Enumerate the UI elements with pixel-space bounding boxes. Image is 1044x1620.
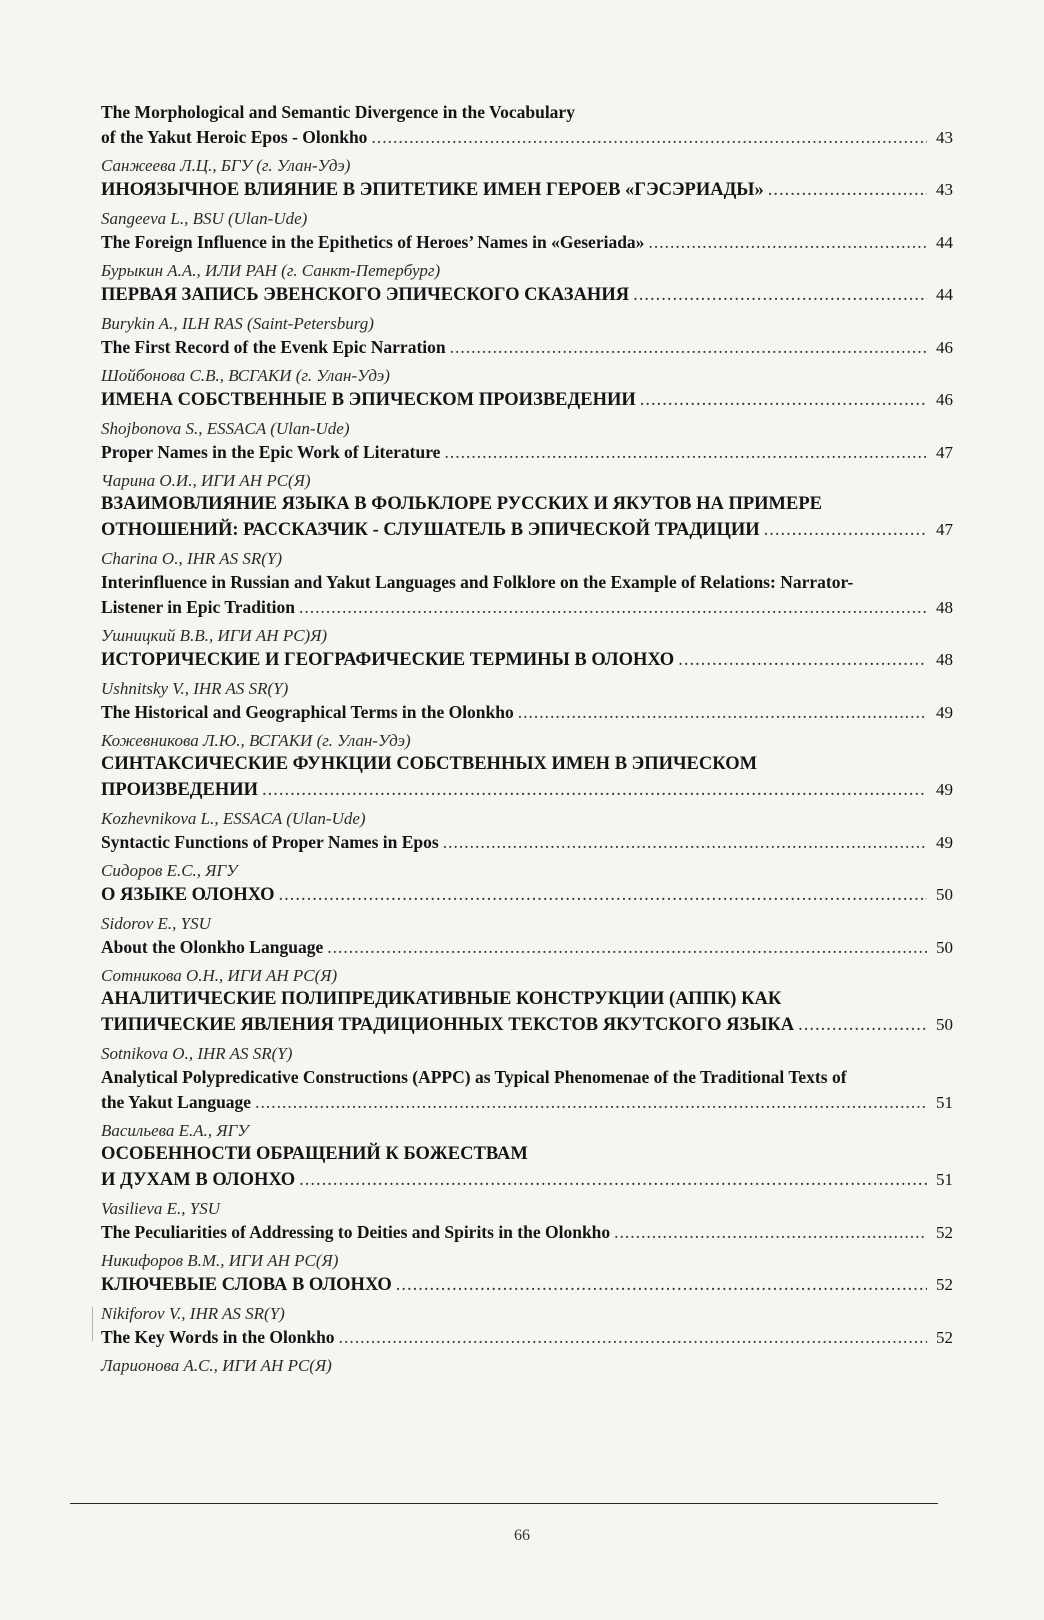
entry-author: Кожевникова Л.Ю., ВСГАКИ (г. Улан-Удэ) [101,731,411,750]
trailing-author: Ларионова А.С., ИГИ АН РС(Я) [101,1356,332,1375]
dot-leader [279,883,927,908]
scan-artifact-mark [92,1307,95,1341]
entry-page-number: 52 [936,1275,953,1294]
footer-rule [70,1503,938,1504]
entry-title-row [101,935,953,960]
dot-leader [396,1273,927,1298]
toc-entry [101,548,953,625]
entry-title-row [101,882,953,908]
dot-leader [640,388,927,413]
dot-leader [450,335,927,360]
entry-title-row [101,595,953,620]
entry-author: Ушницкий В.В., ИГИ АН РС)Я) [101,626,328,645]
entry-title: О ЯЗЫКЕ ОЛОНХО [101,885,275,905]
entry-page-number: 48 [936,650,953,669]
entry-title: Listener in Epic Tradition [101,597,295,617]
entry-author: Чарина О.И., ИГИ АН РС(Я) [101,471,311,490]
entry-title-row [101,282,953,308]
toc-entry [101,678,953,730]
dot-leader [798,1013,927,1038]
dot-leader [339,1325,927,1350]
entry-title: ИМЕНА СОБСТВЕННЫЕ В ЭПИЧЕСКОМ ПРОИЗВЕДЕНИИ [101,390,636,410]
entry-page-number: 49 [936,703,953,722]
entry-title-row [101,1220,953,1245]
entry-author: Nikiforov V., IHR AS SR(Y) [101,1304,285,1323]
dot-leader [327,935,927,960]
toc-entry [101,418,953,470]
entry-title-line: Analytical Polypredicative Constructions (APPC) as Typical Phenomenae of the Traditional Texts of [101,1067,847,1087]
toc-entry [101,260,953,313]
entry-title: Proper Names in the Epic Work of Literature [101,442,441,462]
entry-page-number: 52 [936,1223,953,1242]
entry-author: Сотникова О.Н., ИГИ АН РС(Я) [101,966,338,985]
entry-title: ТИПИЧЕСКИЕ ЯВЛЕНИЯ ТРАДИЦИОННЫХ ТЕКСТОВ ЯКУТСКОГО ЯЗЫКА [101,1015,795,1035]
toc-entry [101,1250,953,1303]
toc-entry [101,1043,953,1120]
entry-title-row [101,700,953,725]
entry-title-line: ОСОБЕННОСТИ ОБРАЩЕНИЙ К БОЖЕСТВАМ [101,1144,528,1164]
entry-title-row [101,125,953,150]
entry-author: Сидоров Е.С., ЯГУ [101,861,238,880]
entry-title: The Key Words in the Olonkho [101,1327,335,1347]
toc-entry [101,470,953,548]
toc-entry [101,1303,953,1355]
entry-page-number: 50 [936,1015,953,1034]
table-of-contents [101,100,953,1377]
entry-title: ПЕРВАЯ ЗАПИСЬ ЭВЕНСКОГО ЭПИЧЕСКОГО СКАЗАНИЯ [101,285,630,305]
entry-page-number: 46 [936,390,953,409]
dot-leader [262,778,927,803]
entry-author: Shojbonova S., ESSACA (Ulan-Ude) [101,419,350,438]
entry-title: of the Yakut Heroic Epos - Olonkho [101,127,368,147]
entry-author: Sidorov E., YSU [101,914,211,933]
toc-entry [101,208,953,260]
entry-author: Никифоров В.М., ИГИ АН РС(Я) [101,1251,339,1270]
entry-title-row [101,230,953,255]
toc-entry [101,730,953,808]
page-number: 66 [514,1527,530,1544]
entry-author: Charina O., IHR AS SR(Y) [101,549,283,568]
entry-page-number: 44 [936,233,953,252]
toc-entry [101,313,953,365]
entry-page-number: 43 [936,128,953,147]
entry-title-line: СИНТАКСИЧЕСКИЕ ФУНКЦИИ СОБСТВЕННЫХ ИМЕН В ЭПИЧЕСКОМ [101,754,758,774]
toc-entry [101,1120,953,1198]
entry-title-row [101,647,953,673]
entry-author: Шойбонова С.В., ВСГАКИ (г. Улан-Удэ) [101,366,390,385]
entry-title-line: ВЗАИМОВЛИЯНИЕ ЯЗЫКА В ФОЛЬКЛОРЕ РУССКИХ И ЯКУТОВ НА ПРИМЕРЕ [101,494,822,514]
entry-page-number: 47 [936,443,953,462]
entry-title-row [101,1090,953,1115]
dot-leader [444,440,927,465]
entry-title-row [101,387,953,413]
entry-page-number: 49 [936,780,953,799]
toc-entry [101,1198,953,1250]
entry-title-row [101,177,953,203]
entry-title-row [101,830,953,855]
entry-title: The Historical and Geographical Terms in the Olonkho [101,702,514,722]
entry-title-row [101,1012,953,1038]
dot-leader [678,648,927,673]
entry-page-number: 46 [936,338,953,357]
dot-leader [299,595,927,620]
dot-leader [299,1168,927,1193]
entry-page-number: 43 [936,180,953,199]
toc-entry [101,913,953,965]
entry-title: The First Record of the Evenk Epic Narration [101,337,446,357]
entry-title-row [101,517,953,543]
entry-title: the Yakut Language [101,1092,252,1112]
entry-page-number: 50 [936,885,953,904]
entry-page-number: 44 [936,285,953,304]
entry-title-row [101,335,953,360]
entry-page-number: 52 [936,1328,953,1347]
entry-title-row [101,1167,953,1193]
dot-leader [648,230,927,255]
toc-entry [101,155,953,208]
dot-leader [764,518,927,543]
dot-leader [518,700,927,725]
dot-leader [614,1220,927,1245]
entry-title: ИСТОРИЧЕСКИЕ И ГЕОГРАФИЧЕСКИЕ ТЕРМИНЫ В ОЛОНХО [101,650,675,670]
entry-title-line: Interinfluence in Russian and Yakut Languages and Folklore on the Example of Relations: Narrator- [101,572,854,592]
entry-title-row [101,777,953,803]
entry-author: Ushnitsky V., IHR AS SR(Y) [101,679,289,698]
entry-page-number: 50 [936,938,953,957]
dot-leader [768,178,927,203]
entry-title: The Peculiarities of Addressing to Deities and Spirits in the Olonkho [101,1222,611,1242]
entry-title: The Foreign Influence in the Epithetics of Heroes’ Names in «Geseriada» [101,232,645,252]
dot-leader [633,283,927,308]
entry-title-row [101,440,953,465]
toc-entry [101,860,953,913]
entry-title: ИНОЯЗЫЧНОЕ ВЛИЯНИЕ В ЭПИТЕТИКЕ ИМЕН ГЕРОЕВ «ГЭСЭРИАДЫ» [101,180,764,200]
entry-author: Васильева Е.А., ЯГУ [101,1121,249,1140]
toc-entry [101,965,953,1043]
entry-title-row [101,1325,953,1350]
dot-leader [255,1090,927,1115]
entry-page-number: 48 [936,598,953,617]
toc-entry [101,100,953,155]
toc-entry [101,808,953,860]
dot-leader [371,125,927,150]
entry-title: ПРОИЗВЕДЕНИИ [101,780,259,800]
entry-page-number: 51 [936,1093,953,1112]
entry-title-line: The Morphological and Semantic Divergence in the Vocabulary [101,102,575,122]
entry-author: Sangeeva L., BSU (Ulan-Ude) [101,209,308,228]
entry-title: КЛЮЧЕВЫЕ СЛОВА В ОЛОНХО [101,1275,392,1295]
entry-author: Vasilieva E., YSU [101,1199,220,1218]
entry-author: Бурыкин А.А., ИЛИ РАН (г. Санкт-Петербург) [101,261,441,280]
dot-leader [443,830,927,855]
entry-author: Burykin A., ILH RAS (Saint-Petersburg) [101,314,374,333]
entry-author: Sotnikova O., IHR AS SR(Y) [101,1044,293,1063]
entry-title-line: АНАЛИТИЧЕСКИЕ ПОЛИПРЕДИКАТИВНЫЕ КОНСТРУКЦИИ (АППК) КАК [101,989,782,1009]
entry-page-number: 47 [936,520,953,539]
entry-title: И ДУХАМ В ОЛОНХО [101,1170,296,1190]
entry-title-row [101,1272,953,1298]
toc-entry [101,625,953,678]
entry-page-number: 51 [936,1170,953,1189]
entry-title: ОТНОШЕНИЙ: РАССКАЗЧИК - СЛУШАТЕЛЬ В ЭПИЧЕСКОЙ ТРАДИЦИИ [101,520,760,540]
entry-title: About the Olonkho Language [101,937,324,957]
entry-author: Санжеева Л.Ц., БГУ (г. Улан-Удэ) [101,156,351,175]
toc-entry [101,365,953,418]
entry-page-number: 49 [936,833,953,852]
entry-title: Syntactic Functions of Proper Names in Epos [101,832,439,852]
entry-author: Kozhevnikova L., ESSACA (Ulan-Ude) [101,809,366,828]
